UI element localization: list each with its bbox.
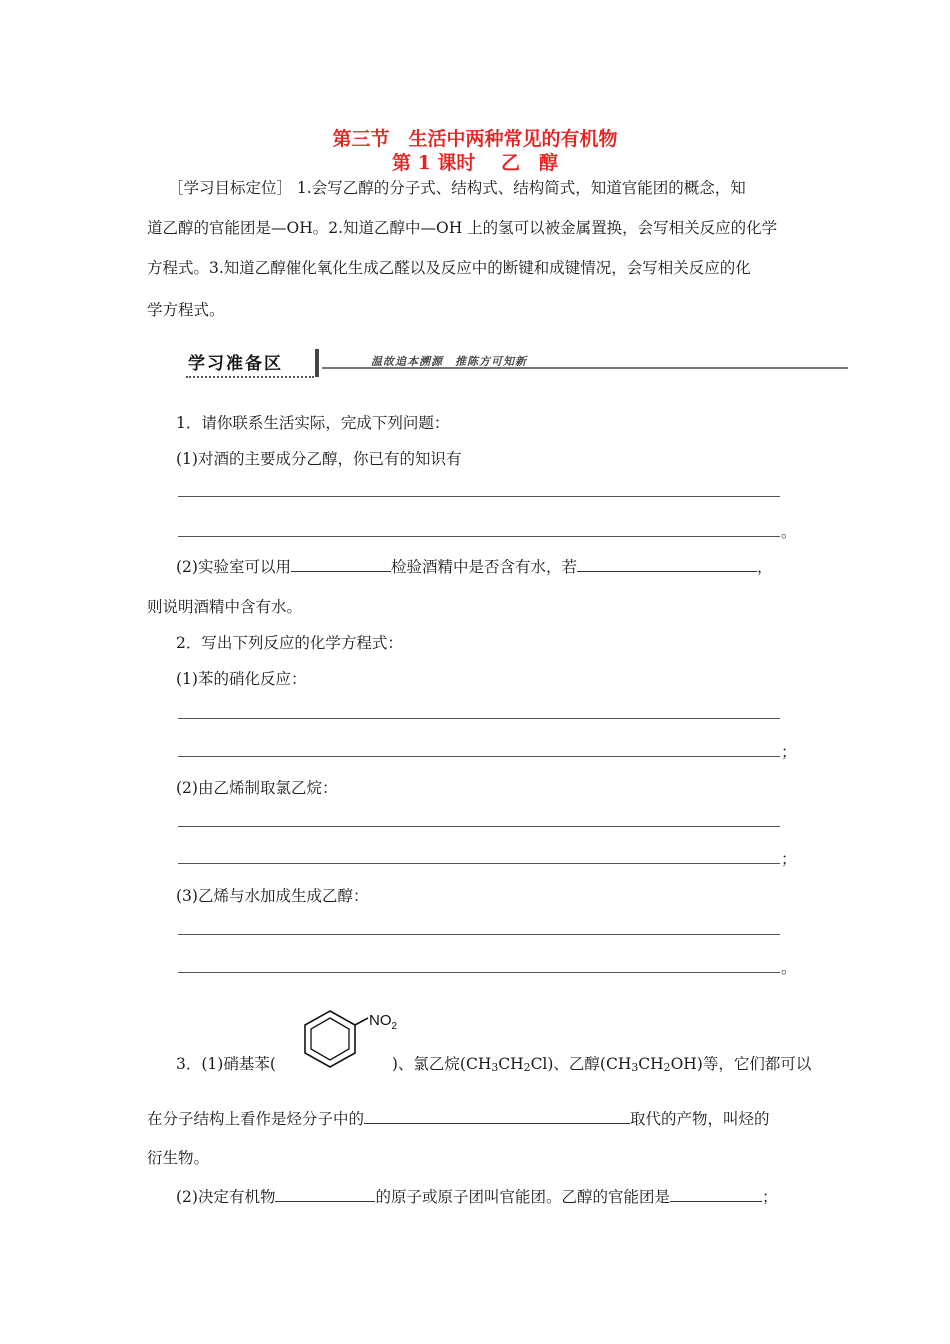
q3-line-2-text-b: 取代的产物，叫烃的 xyxy=(630,1110,770,1128)
q1-part2-text-a: (2)实验室可以用 xyxy=(176,558,291,576)
q3-subscript: 2 xyxy=(663,1061,671,1074)
q3-line-4-text-b: 的原子或原子团叫官能团。乙醇的官能团是 xyxy=(375,1188,670,1206)
answer-line[interactable] xyxy=(178,496,780,497)
section-banner xyxy=(186,346,848,382)
answer-line[interactable] xyxy=(178,718,780,719)
q3-subscript: 3 xyxy=(631,1061,639,1074)
q1-part2 xyxy=(176,556,773,577)
answer-blank[interactable] xyxy=(275,1186,375,1202)
answer-line[interactable] xyxy=(178,863,780,864)
banner-dotted-underline xyxy=(186,376,314,378)
q3-text: OH)等，它们都可以 xyxy=(670,1055,812,1073)
answer-blank[interactable] xyxy=(364,1108,630,1124)
q3-line-1-text-a: 3．(1)硝基苯( xyxy=(176,1055,276,1073)
q2-part2-end: ； xyxy=(781,850,797,868)
objectives-line-4: 学方程式。 xyxy=(147,301,225,319)
answer-line[interactable] xyxy=(178,972,780,973)
q1-part2-cont: 则说明酒精中含有水。 xyxy=(147,598,303,616)
q2-part3: (3)乙烯与水加成生成乙醇： xyxy=(176,887,369,905)
q2-stem: 2．写出下列反应的化学方程式： xyxy=(176,634,403,652)
q3-subscript: 3 xyxy=(491,1061,499,1074)
q3-text: CH xyxy=(638,1055,664,1073)
q1-part1: (1)对酒的主要成分乙醇，你已有的知识有 xyxy=(176,450,462,468)
answer-line[interactable] xyxy=(178,826,780,827)
q3-line-3: 衍生物。 xyxy=(147,1149,210,1167)
answer-blank[interactable] xyxy=(670,1186,762,1202)
q1-stem: 1．请你联系生活实际，完成下列问题： xyxy=(176,414,450,432)
nitro-bond xyxy=(355,1018,368,1025)
banner-subtitle: 温故追本溯源 推陈方可知新 xyxy=(371,355,527,368)
objectives-line-2: 道乙醇的官能团是—OH。2.知道乙醇中—OH 上的氢可以被金属置换，会写相关反应的化学 xyxy=(147,219,778,237)
answer-blank[interactable] xyxy=(291,556,391,572)
q2-part1-end: ； xyxy=(781,743,797,761)
q2-part2: (2)由乙烯制取氯乙烷： xyxy=(176,779,338,797)
objectives-line-1: ［学习目标定位］ 1.会写乙醇的分子式、结构式、结构简式，知道官能团的概念，知 xyxy=(168,179,746,197)
banner-rule xyxy=(322,367,848,369)
q3-line-4-text-c: ； xyxy=(761,1188,778,1206)
answer-line[interactable] xyxy=(178,536,780,537)
q3-line-1 xyxy=(176,1054,811,1078)
q1-part2-text-c: ， xyxy=(756,558,773,576)
q3-line-2-text-a: 在分子结构上看作是烃分子中的 xyxy=(147,1110,365,1128)
page-title: 第三节 生活中两种常见的有机物 xyxy=(332,128,618,150)
q3-line-4 xyxy=(176,1186,778,1207)
q1-part2-text-b: 检验酒精中是否含有水，若 xyxy=(390,558,577,576)
q3-line-4-text-a: (2)决定有机物 xyxy=(176,1188,276,1206)
q2-part1: (1)苯的硝化反应： xyxy=(176,670,307,688)
q3-subscript: 2 xyxy=(523,1061,531,1074)
q2-part3-end: 。 xyxy=(781,959,797,977)
nitro-group-label: $NO_2$ xyxy=(369,1012,398,1032)
q1-part1-end: 。 xyxy=(781,523,797,541)
q3-text: CH xyxy=(498,1055,524,1073)
q3-text: Cl)、乙醇(CH xyxy=(530,1055,632,1073)
page-subtitle: 第 1 课时 乙 醇 xyxy=(391,152,559,174)
answer-line[interactable] xyxy=(178,934,780,935)
objectives-line-3: 方程式。3.知道乙醇催化氧化生成乙醛以及反应中的断键和成键情况，会写相关反应的化 xyxy=(147,259,751,277)
answer-blank[interactable] xyxy=(577,556,757,572)
q3-line-2 xyxy=(147,1108,770,1129)
banner-divider xyxy=(315,349,319,377)
answer-line[interactable] xyxy=(178,756,780,757)
banner-title: 学习准备区 xyxy=(188,354,283,374)
q3-text: )、氯乙烷(CH xyxy=(391,1055,492,1073)
